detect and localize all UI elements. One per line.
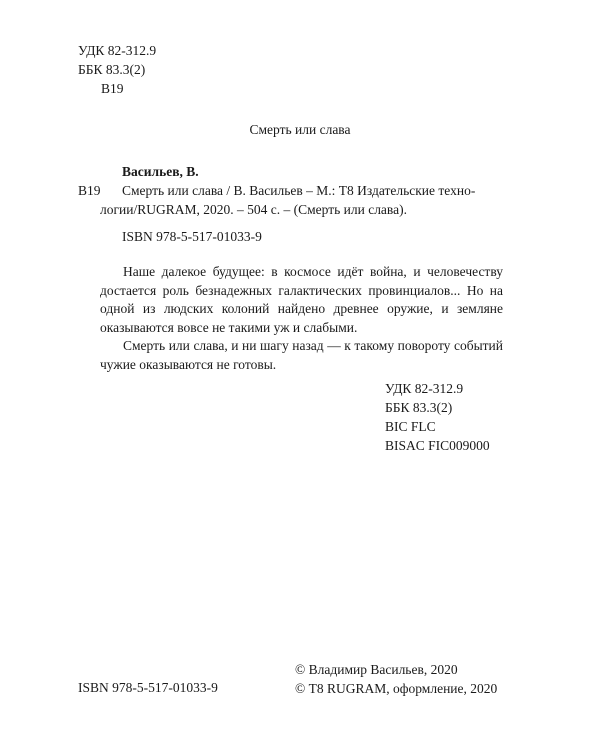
classification-bisac: BISAC FIC009000 xyxy=(385,438,490,453)
classification-udk: УДК 82-312.9 xyxy=(385,381,464,396)
classification-block xyxy=(385,379,490,455)
copyright-publisher: © Т8 RUGRAM, оформление, 2020 xyxy=(295,681,498,696)
classification-bic: BIC FLC xyxy=(385,419,436,434)
copyright-block xyxy=(295,660,497,698)
header-author-mark: В19 xyxy=(101,81,124,96)
header-udk: УДК 82-312.9 xyxy=(78,43,157,58)
copyright-author: © Владимир Васильев, 2020 xyxy=(295,662,458,677)
classification-bbk: ББК 83.3(2) xyxy=(385,400,453,415)
header-bbk: ББК 83.3(2) xyxy=(78,62,146,77)
annotation-paragraph-2: Смерть или слава, и ни шагу назад — к такому повороту событий чужие оказываются не готовы. xyxy=(100,338,503,372)
annotation-paragraph-1: Наше далекое будущее: в космосе идёт война, и человечеству достается роль безнадежных галактических провинциалов... Но на одной из людских колоний найдено древнее оружие, и земляне оказываются вовсе не такими уж и слабыми. xyxy=(100,264,503,335)
catalog-description-line1: Смерть или слава / В. Васильев – М.: Т8 Издательские техно- xyxy=(122,183,476,198)
catalog-description-line2: логии/RUGRAM, 2020. – 504 с. – (Смерть или слава). xyxy=(100,202,407,217)
catalog-isbn: ISBN 978-5-517-01033-9 xyxy=(122,229,262,244)
annotation xyxy=(100,263,503,374)
series-title: Смерть или слава xyxy=(249,122,351,137)
catalog-author: Васильев, В. xyxy=(122,164,199,179)
footer-isbn: ISBN 978-5-517-01033-9 xyxy=(78,680,218,695)
catalog-author-mark: В19 xyxy=(78,183,101,198)
